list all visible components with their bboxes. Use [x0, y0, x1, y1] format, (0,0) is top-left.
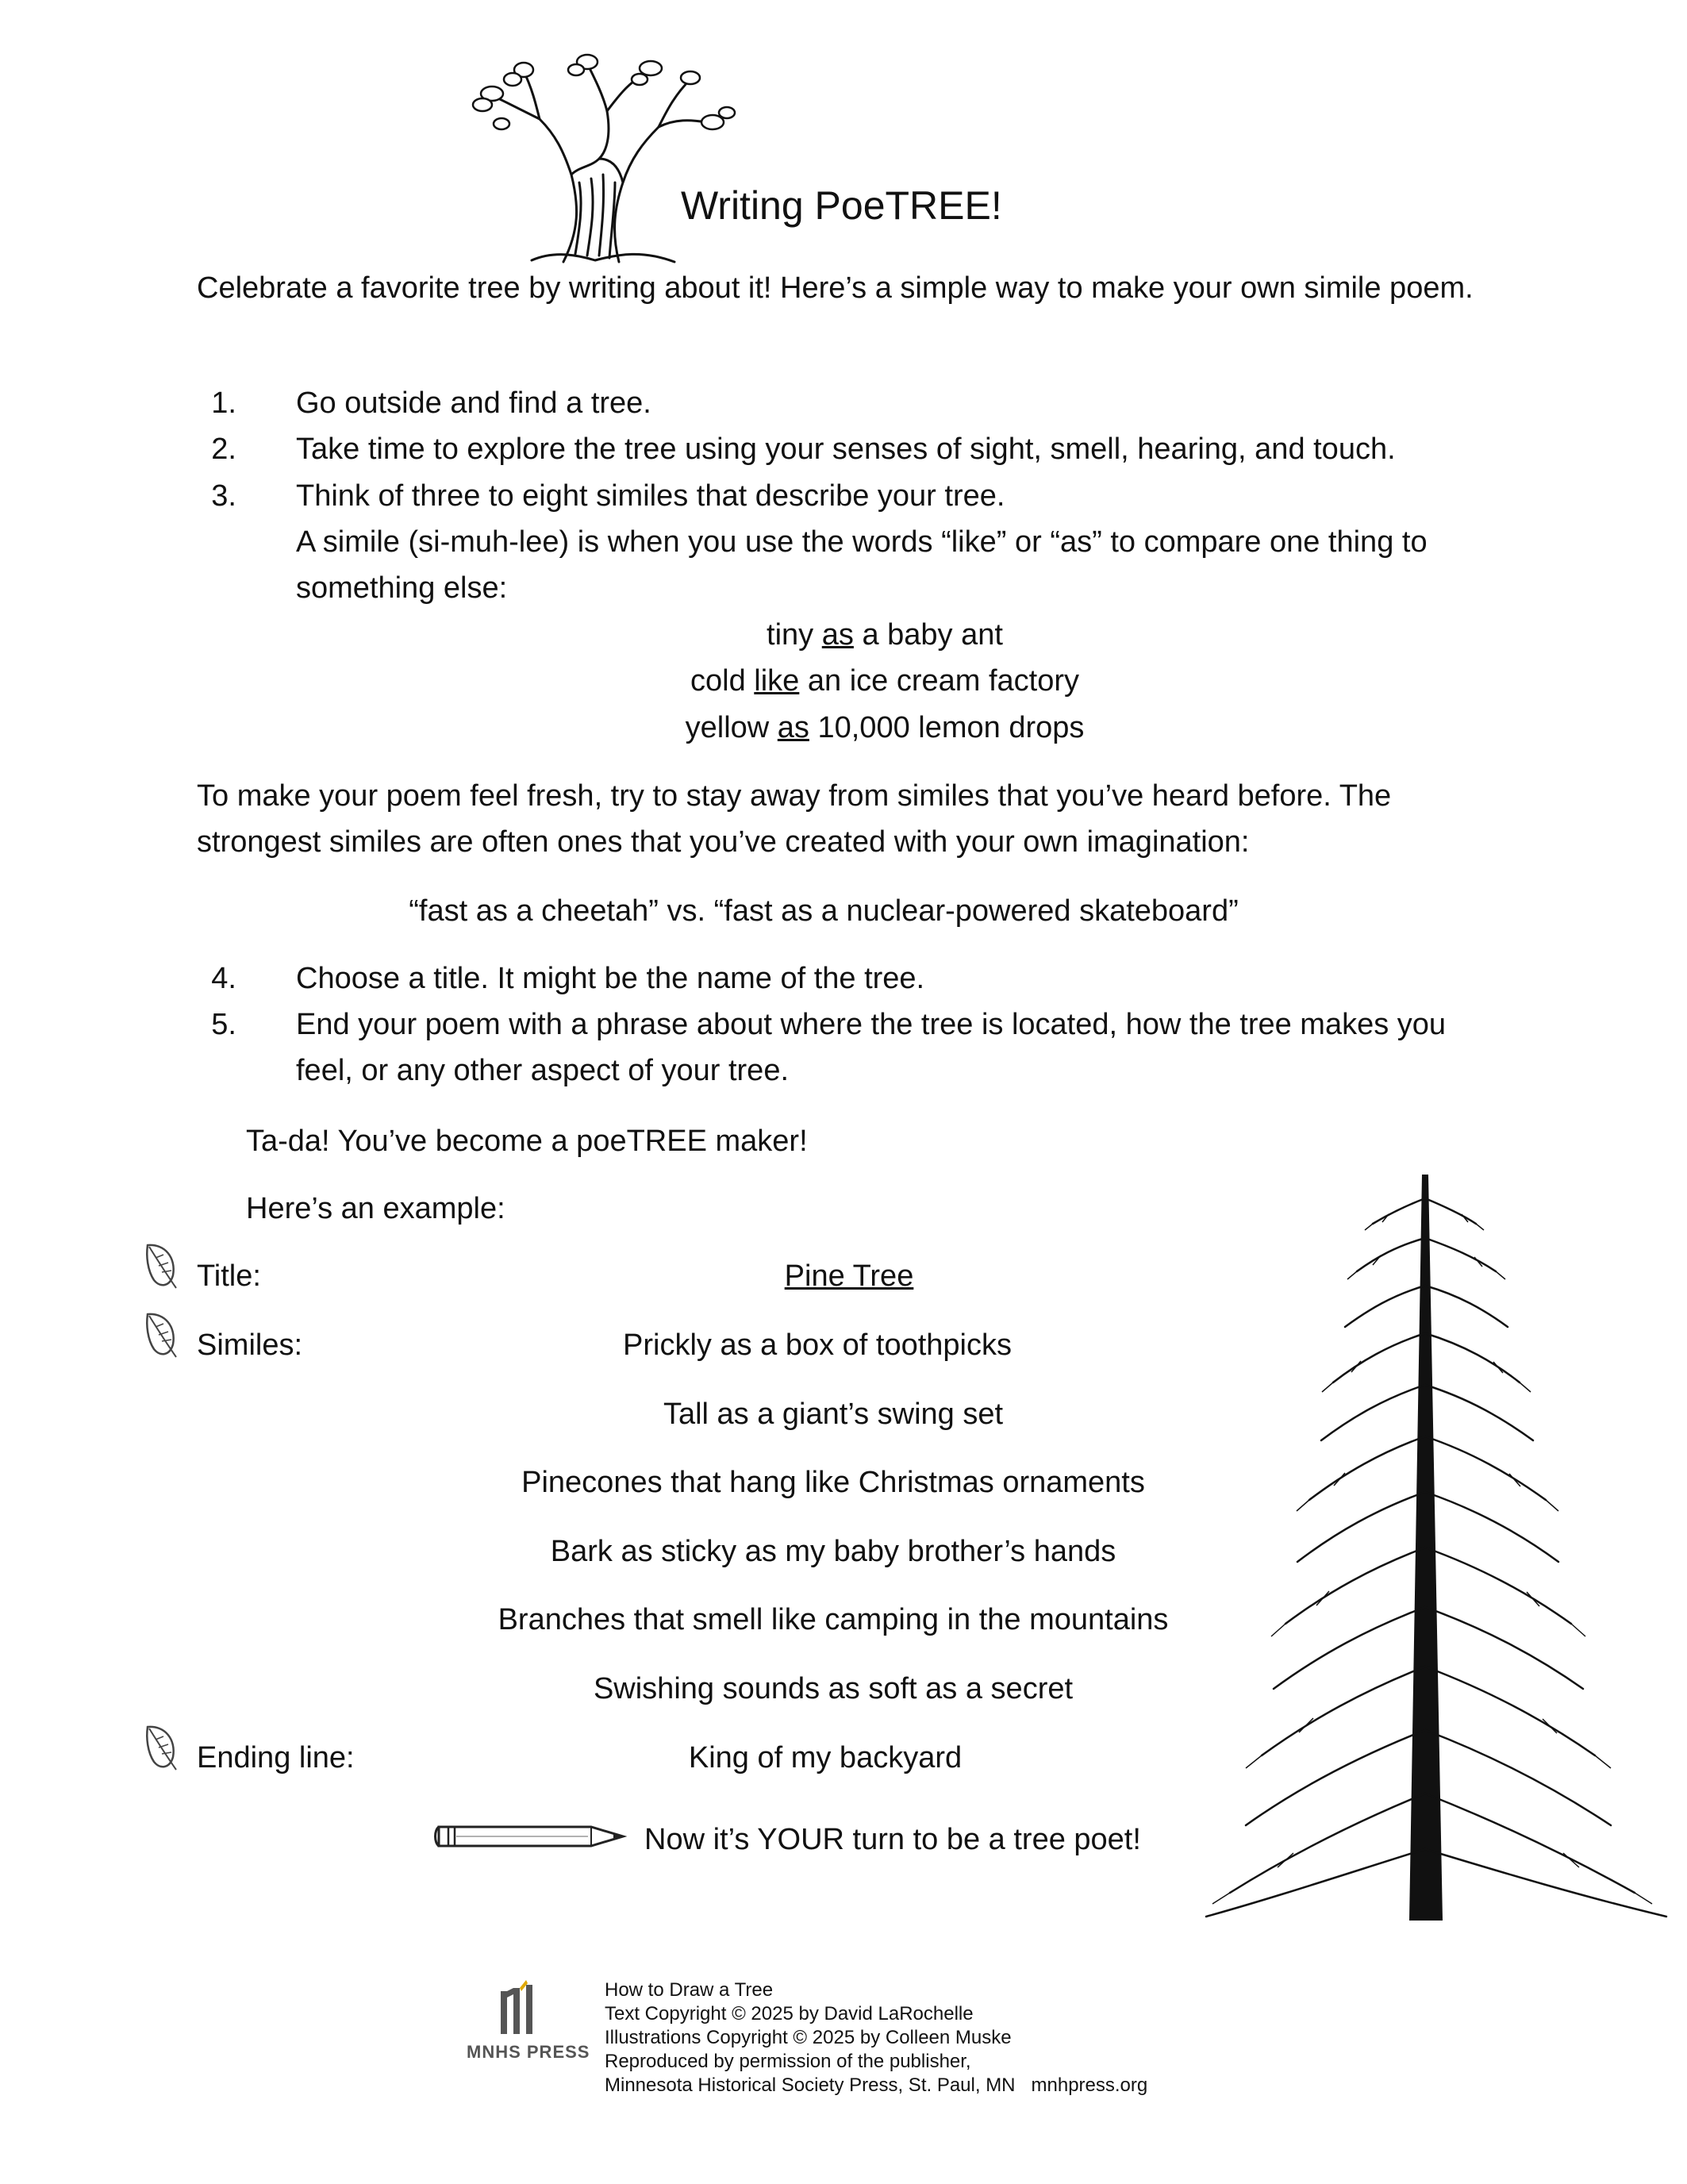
footer-line: Reproduced by permission of the publisher,: [605, 2051, 971, 2072]
poem-simile-line: Tall as a giant’s swing set: [663, 1398, 1004, 1431]
example-intro: Here’s an example:: [246, 1192, 505, 1225]
simile-example: tiny as a baby ant: [767, 618, 1003, 652]
poem-title: Pine Tree: [784, 1259, 914, 1293]
simile-definition-line2: something else:: [296, 571, 508, 605]
poem-simile-line: Pinecones that hang like Christmas ornaments: [521, 1466, 1145, 1499]
footer-line: Minnesota Historical Society Press, St. Paul, MN mnhpress.org: [605, 2074, 1148, 2096]
intro-text: Celebrate a favorite tree by writing about it! Here’s a simple way to make your own simile poem.: [197, 271, 1474, 305]
mnhs-logo-text: MNHS PRESS: [467, 2042, 590, 2062]
list-item: 3. Think of three to eight similes that describe your tree.: [211, 479, 1005, 513]
mnhs-logo: [496, 1980, 544, 2036]
list-item: 1. Go outside and find a tree.: [211, 386, 651, 420]
poem-title-label: Title:: [197, 1259, 261, 1293]
list-item: 2. Take time to explore the tree using your senses of sight, smell, hearing, and touch.: [211, 433, 1396, 466]
poem-ending-line: King of my backyard: [688, 1741, 963, 1774]
poem-simile-line: Bark as sticky as my baby brother’s hands: [550, 1535, 1116, 1568]
fresh-text-line1: To make your poem feel fresh, try to stay away from similes that you’ve heard before. The: [197, 779, 1392, 813]
call-to-action: Now it’s YOUR turn to be a tree poet!: [644, 1823, 1141, 1856]
tada-text: Ta-da! You’ve become a poeTREE maker!: [246, 1125, 808, 1158]
poem-ending-label: Ending line:: [197, 1741, 355, 1774]
simile-example: cold like an ice cream factory: [690, 664, 1079, 698]
footer-line: How to Draw a Tree: [605, 1979, 774, 2001]
footer-credits: [605, 1978, 1147, 2097]
poem-simile-line: Prickly as a box of toothpicks: [623, 1328, 1012, 1362]
leaf-icon: [141, 1240, 181, 1291]
footer-line: Illustrations Copyright © 2025 by Colleen Muske: [605, 2027, 1012, 2048]
leaf-icon: [141, 1722, 181, 1773]
pencil-icon: [432, 1822, 627, 1851]
poem-simile-line: Branches that smell like camping in the mountains: [498, 1603, 1169, 1636]
list-item: 4. Choose a title. It might be the name of the tree.: [211, 962, 925, 995]
fresh-text-line2: strongest similes are often ones that you’ve created with your own imagination:: [197, 825, 1250, 859]
footer-line: Text Copyright © 2025 by David LaRochelle: [605, 2003, 974, 2024]
tree-illustration: [460, 48, 746, 266]
simile-example: yellow as 10,000 lemon drops: [685, 711, 1085, 744]
list-item: 5. End your poem with a phrase about where the tree is located, how the tree makes you feel, or any other aspect of your tree.: [211, 1008, 1447, 1087]
poem-simile-line: Swishing sounds as soft as a secret: [593, 1672, 1074, 1705]
page-title: Writing PoeTREE!: [681, 183, 1002, 228]
poem-similes-label: Similes:: [197, 1328, 303, 1362]
simile-definition-line1: A simile (si-muh-lee) is when you use the words “like” or “as” to compare one thing to: [296, 525, 1428, 559]
compare-text: “fast as a cheetah” vs. “fast as a nuclear-powered skateboard”: [409, 894, 1239, 928]
leaf-icon: [141, 1309, 181, 1360]
pine-tree-illustration: [1190, 1175, 1682, 1928]
